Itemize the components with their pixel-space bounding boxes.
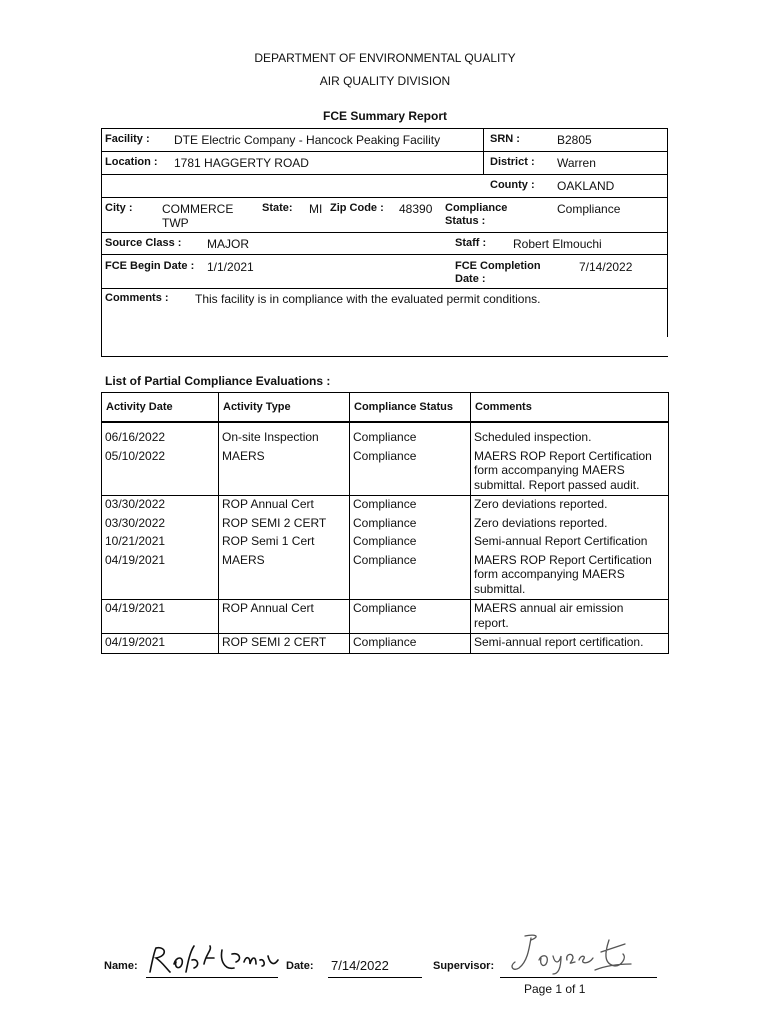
compliance-status-cell: Compliance — [350, 600, 471, 634]
activity-type-cell: ROP Annual Cert — [219, 496, 350, 515]
facility-label: Facility : — [105, 133, 150, 145]
city-value-line2: TWP — [162, 216, 189, 230]
compliance-status-cell: Compliance — [350, 429, 471, 448]
activity-date-cell: 03/30/2022 — [102, 496, 219, 515]
facility-value: DTE Electric Company - Hancock Peaking Facility — [174, 133, 441, 147]
activity-type-cell: ROP Semi 1 Cert — [219, 533, 350, 552]
location-value: 1781 HAGGERTY ROAD — [174, 156, 309, 170]
activity-date-cell: 05/10/2022 — [102, 448, 219, 496]
district-label: District : — [490, 156, 535, 168]
comment-line: Zero deviations reported. — [474, 515, 608, 530]
state-value: MI — [309, 202, 323, 216]
comments-cell — [471, 496, 669, 515]
comments-value: This facility is in compliance with the evaluated permit conditions. — [195, 292, 541, 306]
compliance-status-cell: Compliance — [350, 533, 471, 552]
city-value-line1: COMMERCE — [162, 202, 234, 216]
report-title: FCE Summary Report — [322, 109, 448, 123]
fce-completion-date-value: 7/14/2022 — [579, 260, 633, 274]
pce-header-row — [102, 393, 669, 423]
table-row — [102, 533, 669, 552]
activity-date-cell: 04/19/2021 — [102, 600, 219, 634]
comment-line: MAERS ROP Report Certification — [474, 552, 652, 567]
activity-type-cell: On-site Inspection — [219, 429, 350, 448]
name-signature — [144, 942, 282, 978]
comment-line: report. — [474, 615, 509, 630]
table-row — [102, 634, 669, 654]
comments-cell — [471, 600, 669, 634]
department-heading: DEPARTMENT OF ENVIRONMENTAL QUALITY — [254, 51, 516, 65]
activity-date-cell: 04/19/2021 — [102, 552, 219, 600]
srn-label: SRN : — [490, 133, 520, 145]
comment-line: Semi-annual report certification. — [474, 635, 644, 649]
activity-date-cell: 10/21/2021 — [102, 533, 219, 552]
compliance-status-cell: Compliance — [350, 634, 471, 654]
division-heading: AIR QUALITY DIVISION — [319, 74, 451, 88]
pce-table — [101, 392, 669, 654]
location-label: Location : — [105, 156, 158, 168]
comment-line: MAERS annual air emission — [474, 601, 624, 615]
activity-type-cell: ROP SEMI 2 CERT — [219, 634, 350, 654]
supervisor-label: Supervisor: — [433, 960, 495, 972]
county-value: OAKLAND — [557, 179, 615, 193]
comments-cell — [471, 448, 669, 496]
name-label: Name: — [104, 960, 138, 972]
city-label: City : — [105, 202, 133, 214]
fce-begin-date-value: 1/1/2021 — [207, 260, 254, 274]
compliance-status-cell: Compliance — [350, 496, 471, 515]
comments-cell — [471, 429, 669, 448]
facility-box-bottom-border — [101, 356, 668, 357]
comment-line: MAERS ROP Report Certification — [474, 448, 652, 463]
facility-row-divider-2 — [101, 174, 668, 175]
source-class-value: MAJOR — [207, 237, 249, 251]
fce-completion-date-label-line2: Date : — [455, 273, 486, 285]
facility-row-divider-3 — [101, 197, 668, 198]
facility-box-left-border — [101, 128, 102, 357]
facility-row-divider-6 — [101, 288, 668, 289]
compliance-status-cell: Compliance — [350, 448, 471, 496]
date-label: Date: — [286, 960, 314, 972]
date-line — [328, 977, 422, 978]
comment-line: Semi-annual Report Certification — [474, 534, 648, 548]
activity-type-cell: ROP Annual Cert — [219, 600, 350, 634]
comment-line: Scheduled inspection. — [474, 430, 592, 444]
compliance-status-value: Compliance — [557, 202, 621, 216]
compliance-status-cell: Compliance — [350, 515, 471, 534]
county-label: County : — [490, 179, 535, 191]
fce-completion-date-label-line1: FCE Completion — [455, 260, 541, 272]
col-activity-type: Activity Type — [219, 393, 350, 423]
col-comments: Comments — [471, 393, 669, 423]
compliance-status-label-line1: Compliance — [445, 202, 508, 214]
zip-code-value: 48390 — [399, 202, 433, 216]
facility-box-top-border — [101, 128, 668, 129]
compliance-status-label-line2: Status : — [445, 215, 486, 227]
page-number: Page 1 of 1 — [524, 982, 586, 996]
date-value: 7/14/2022 — [331, 958, 389, 973]
comment-line: submittal. Report passed audit. — [474, 477, 640, 492]
district-value: Warren — [557, 156, 596, 170]
comments-cell — [471, 552, 669, 600]
pce-section-title: List of Partial Compliance Evaluations : — [105, 374, 331, 388]
activity-type-cell: ROP SEMI 2 CERT — [219, 515, 350, 534]
facility-row-divider-1 — [101, 151, 668, 152]
staff-value: Robert Elmouchi — [513, 237, 602, 251]
facility-row-divider-5 — [101, 254, 668, 255]
comments-cell — [471, 515, 669, 534]
facility-row-divider-4 — [101, 232, 668, 233]
comment-line: Zero deviations reported. — [474, 497, 608, 511]
col-compliance-status: Compliance Status — [350, 393, 471, 423]
table-row — [102, 515, 669, 534]
supervisor-signature — [505, 930, 640, 978]
activity-date-cell: 06/16/2022 — [102, 429, 219, 448]
table-row — [102, 552, 669, 600]
activity-date-cell: 03/30/2022 — [102, 515, 219, 534]
staff-label: Staff : — [455, 237, 487, 249]
comment-line: submittal. — [474, 581, 526, 596]
table-row — [102, 600, 669, 634]
state-label: State: — [262, 202, 293, 214]
col-activity-date: Activity Date — [102, 393, 219, 423]
comment-line: form accompanying MAERS — [474, 567, 625, 581]
zip-code-label: Zip Code : — [330, 202, 384, 214]
comment-line: form accompanying MAERS — [474, 463, 625, 477]
activity-type-cell: MAERS — [219, 552, 350, 600]
activity-date-cell: 04/19/2021 — [102, 634, 219, 654]
activity-type-cell: MAERS — [219, 448, 350, 496]
comments-label: Comments : — [105, 292, 169, 304]
table-row — [102, 448, 669, 496]
table-row — [102, 496, 669, 515]
comments-cell — [471, 634, 669, 654]
table-row — [102, 429, 669, 448]
source-class-label: Source Class : — [105, 237, 182, 249]
srn-value: B2805 — [557, 133, 592, 147]
compliance-status-cell: Compliance — [350, 552, 471, 600]
comments-cell — [471, 533, 669, 552]
fce-begin-date-label: FCE Begin Date : — [105, 260, 195, 272]
